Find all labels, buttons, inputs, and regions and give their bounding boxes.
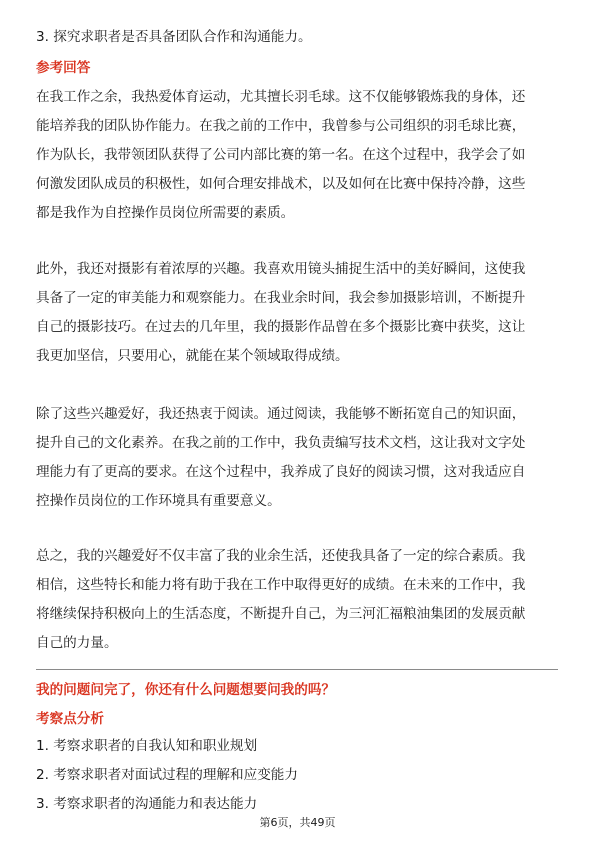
paragraph-line: 总之，我的兴趣爱好不仅丰富了我的业余生活，还使我具备了一定的综合素质。我 <box>36 548 526 564</box>
next-question: 我的问题问完了，你还有什么问题想要问我的吗？ <box>36 682 336 698</box>
paragraph-line: 控操作员岗位的工作环境具有重要意义。 <box>36 493 281 509</box>
paragraph-line: 何激发团队成员的积极性，如何合理安排战术，以及如何在比赛中保持冷静，这些 <box>36 176 526 192</box>
section-divider <box>36 669 558 670</box>
analysis-item: 2. 考察求职者对面试过程的理解和应变能力 <box>36 767 298 783</box>
paragraph-line: 自己的摄影技巧。在过去的几年里，我的摄影作品曾在多个摄影比赛中获奖，这让 <box>36 319 526 335</box>
paragraph-line: 自己的力量。 <box>36 635 118 651</box>
answer-heading: 参考回答 <box>36 60 91 76</box>
answer-paragraph-1 <box>36 87 525 223</box>
analysis-item: 1. 考察求职者的自我认知和职业规划 <box>36 738 258 754</box>
answer-paragraph-2 <box>36 259 525 366</box>
question-item-3: 3. 探究求职者是否具备团队合作和沟通能力。 <box>36 29 312 45</box>
analysis-list <box>36 736 298 814</box>
paragraph-line: 除了这些兴趣爱好，我还热衷于阅读。通过阅读，我能够不断拓宽自己的知识面， <box>36 406 526 422</box>
paragraph-line: 在我工作之余，我热爱体育运动，尤其擅长羽毛球。这不仅能够锻炼我的身体，还 <box>36 89 526 105</box>
paragraph-line: 将继续保持积极向上的生活态度，不断提升自己，为三河汇福粮油集团的发展贡献 <box>36 606 526 622</box>
analysis-heading: 考察点分析 <box>36 711 104 727</box>
page-number: 第6页，共49页 <box>259 816 336 829</box>
paragraph-line: 此外，我还对摄影有着浓厚的兴趣。我喜欢用镜头捕捉生活中的美好瞬间，这使我 <box>36 261 526 277</box>
analysis-item: 3. 考察求职者的沟通能力和表达能力 <box>36 796 258 812</box>
paragraph-line: 都是我作为自控操作员岗位所需要的素质。 <box>36 205 295 221</box>
paragraph-line: 作为队长，我带领团队获得了公司内部比赛的第一名。在这个过程中，我学会了如 <box>36 147 526 163</box>
paragraph-line: 理能力有了更高的要求。在这个过程中，我养成了良好的阅读习惯，这对我适应自 <box>36 464 526 480</box>
paragraph-line: 能培养我的团队协作能力。在我之前的工作中，我曾参与公司组织的羽毛球比赛， <box>36 118 526 134</box>
paragraph-line: 我更加坚信，只要用心，就能在某个领域取得成绩。 <box>36 348 349 364</box>
answer-paragraph-3 <box>36 404 525 511</box>
paragraph-line: 提升自己的文化素养。在我之前的工作中，我负责编写技术文档，这让我对文字处 <box>36 435 526 451</box>
answer-paragraph-4 <box>36 546 525 653</box>
paragraph-line: 相信，这些特长和能力将有助于我在工作中取得更好的成绩。在未来的工作中，我 <box>36 577 526 593</box>
paragraph-line: 具备了一定的审美能力和观察能力。在我业余时间，我会参加摄影培训，不断提升 <box>36 290 526 306</box>
